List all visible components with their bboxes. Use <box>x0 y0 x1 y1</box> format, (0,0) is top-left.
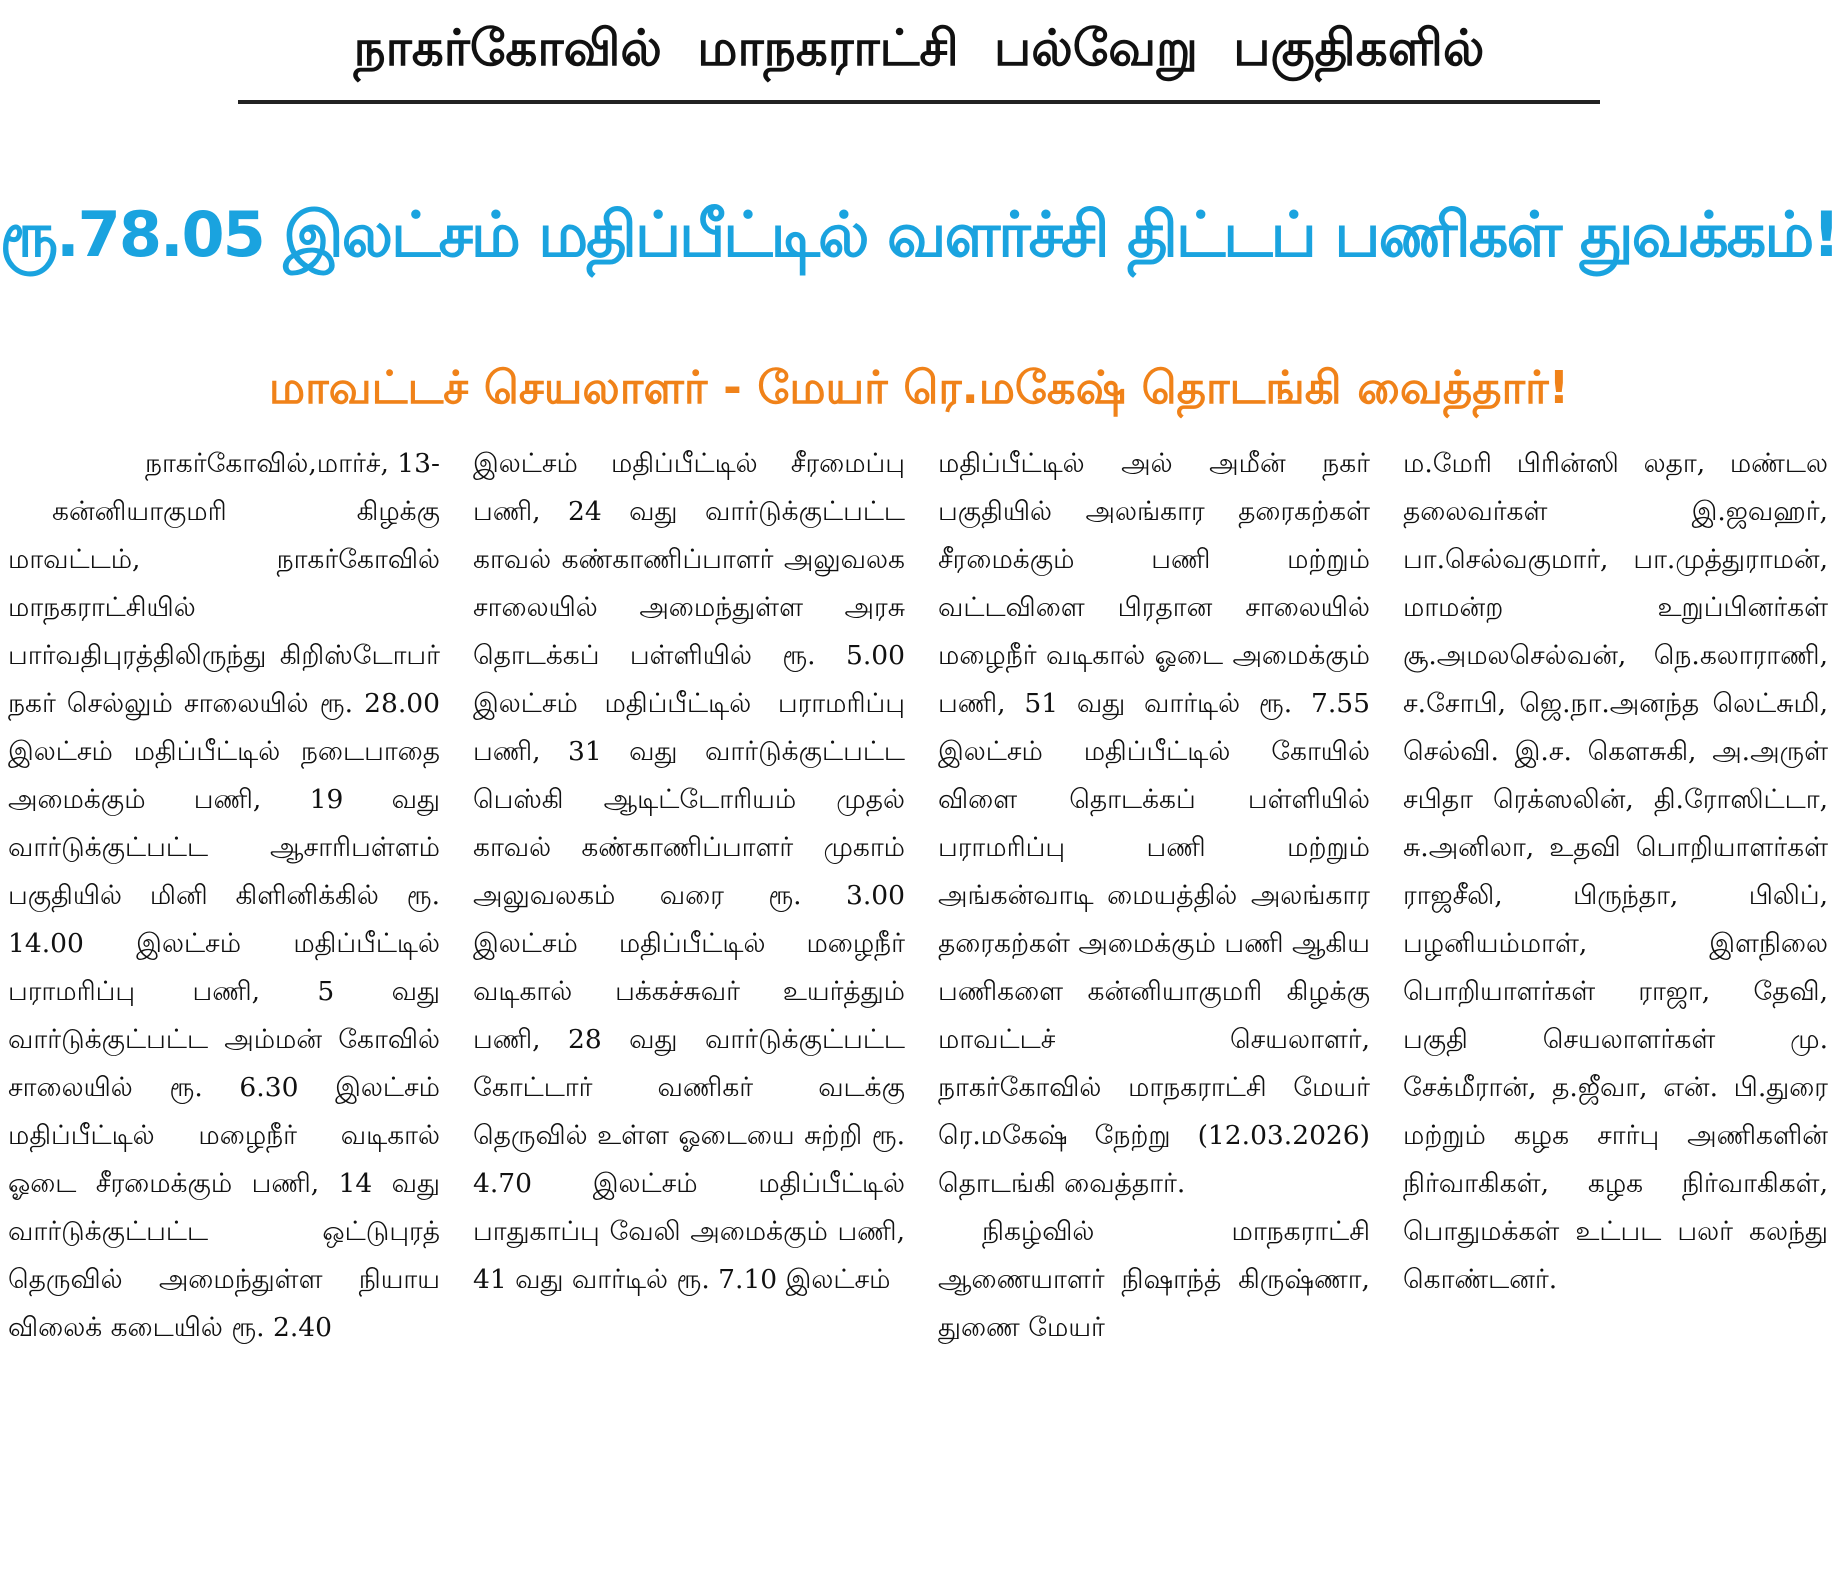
article-column-3 <box>938 440 1370 1578</box>
column-4-text: ம.மேரி பிரின்ஸி லதா, மண்டல தலைவர்கள் இ.ஜவஹர், பா.செல்வகுமார், பா.முத்துராமன், மாமன்ற உறுப்பினர்கள் சூ.அமலசெல்வன், நெ.கலாராணி, ச.சோபி, ஜெ.நா.அனந்த லெட்சுமி, செல்வி. இ.ச. கௌசுகி, அ.அருள் சபிதா ரெக்ஸலின், தி.ரோஸிட்டா, சு.அனிலா, உதவி பொறியாளர்கள் ராஜசீலி, பிருந்தா, பிலிப், பழனியம்மாள், இளநிலை பொறியாளர்கள் ராஜா, தேவி, பகுதி செயலாளர்கள் மு. சேக்மீரான், த.ஜீவா, என். பி.துரை மற்றும் கழக சார்பு அணிகளின் நிர்வாகிகள், கழக நிர்வாகிகள், பொதுமக்கள் உட்பட பலர் கலந்து கொண்டனர். <box>1403 448 1828 1295</box>
headline: ரூ.78.05 இலட்சம் மதிப்பீட்டில் வளர்ச்சி திட்டப் பணிகள் துவக்கம்! <box>0 198 1838 271</box>
article-column-1 <box>8 440 440 1578</box>
column-3-text: மதிப்பீட்டில் அல் அமீன் நகர் பகுதியில் அலங்கார தரைகற்கள் சீரமைக்கும் பணி மற்றும் வட்டவிளை பிரதான சாலையில் மழைநீர் வடிகால் ஓடை அமைக்கும் பணி, 51 வது வார்டில் ரூ. 7.55 இலட்சம் மதிப்பீட்டில் கோயில் விளை தொடக்கப் பள்ளியில் பராமரிப்பு பணி மற்றும் அங்கன்வாடி மையத்தில் அலங்கார தரைகற்கள் அமைக்கும் பணி ஆகிய பணிகளை கன்னியாகுமரி கிழக்கு மாவட்டச் செயலாளர், நாகர்கோவில் மாநகராட்சி மேயர் ரெ.மகேஷ் நேற்று (12.03.2026) தொடங்கி வைத்தார். <box>938 448 1370 1199</box>
column-2-text: இலட்சம் மதிப்பீட்டில் சீரமைப்பு பணி, 24 வது வார்டுக்குட்பட்ட காவல் கண்காணிப்பாளர் அலுவலக சாலையில் அமைந்துள்ள அரசு தொடக்கப் பள்ளியில் ரூ. 5.00 இலட்சம் மதிப்பீட்டில் பராமரிப்பு பணி, 31 வது வார்டுக்குட்பட்ட பெஸ்கி ஆடிட்டோரியம் முதல் காவல் கண்காணிப்பாளர் முகாம் அலுவலகம் வரை ரூ. 3.00 இலட்சம் மதிப்பீட்டில் மழைநீர் வடிகால் பக்கச்சுவர் உயர்த்தும் பணி, 28 வது வார்டுக்குட்பட்ட கோட்டார் வணிகர் வடக்கு தெருவில் உள்ள ஓடையை சுற்றி ரூ. 4.70 இலட்சம் மதிப்பீட்டில் பாதுகாப்பு வேலி அமைக்கும் பணி, 41 வது வார்டில் ரூ. 7.10 இலட்சம் <box>473 448 905 1295</box>
kicker: நாகர்கோவில் மாநகராட்சி பல்வேறு பகுதிகளில் <box>353 19 1485 77</box>
column-3-text-paragraph-2: நிகழ்வில் மாநகராட்சி ஆணையாளர் நிஷாந்த் கிருஷ்ணா, துணை மேயர் <box>938 1216 1370 1343</box>
dateline: நாகர்கோவில்,மார்ச், 13- <box>144 448 440 479</box>
article-column-2 <box>473 440 905 1578</box>
article-column-4 <box>1403 440 1828 1578</box>
subheadline: மாவட்டச் செயலாளர் - மேயர் ரெ.மகேஷ் தொடங்கி வைத்தார்! <box>268 361 1570 414</box>
column-1-text: கன்னியாகுமரி கிழக்கு மாவட்டம், நாகர்கோவில் மாநகராட்சியில் பார்வதிபுரத்திலிருந்து கிறிஸ்டோபர் நகர் செல்லும் சாலையில் ரூ. 28.00 இலட்சம் மதிப்பீட்டில் நடைபாதை அமைக்கும் பணி, 19 வது வார்டுக்குட்பட்ட ஆசாரிபள்ளம் பகுதியில் மினி கிளினிக்கில் ரூ. 14.00 இலட்சம் மதிப்பீட்டில் பராமரிப்பு பணி, 5 வது வார்டுக்குட்பட்ட அம்மன் கோவில் சாலையில் ரூ. 6.30 இலட்சம் மதிப்பீட்டில் மழைநீர் வடிகால் ஓடை சீரமைக்கும் பணி, 14 வது வார்டுக்குட்பட்ட ஒட்டுபுரத் தெருவில் அமைந்துள்ள நியாய விலைக் கடையில் ரூ. 2.40 <box>8 496 440 1343</box>
kicker-underline <box>238 100 1600 104</box>
